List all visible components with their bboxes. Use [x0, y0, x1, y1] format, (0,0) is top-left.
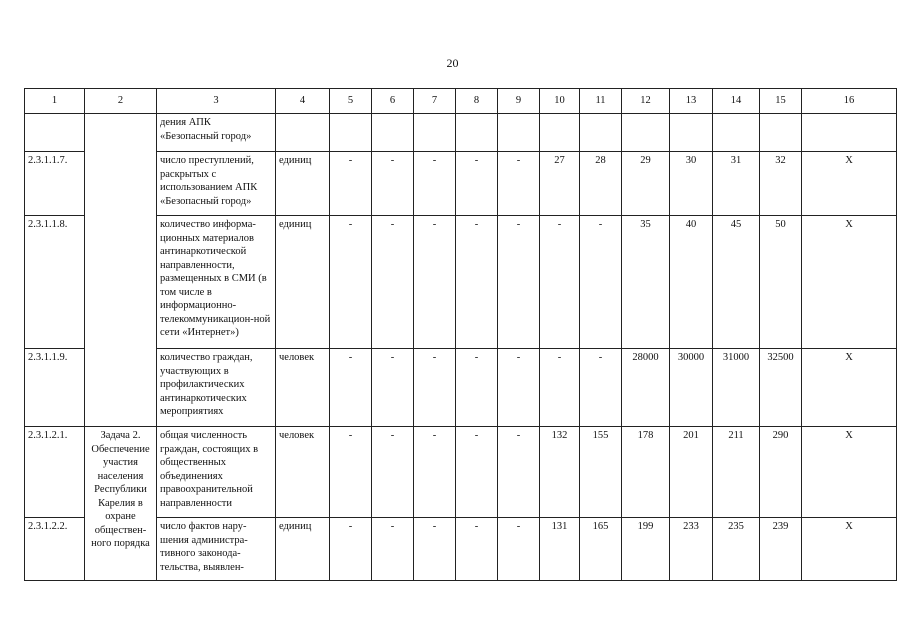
col16-cell: Х: [802, 518, 897, 581]
value-cell: -: [456, 349, 498, 427]
value-cell: -: [456, 427, 498, 518]
indicator-name: число фактов нару-шения администра-тивного законода-тельства, выявлен-: [157, 518, 276, 581]
indicator-code: [25, 114, 85, 152]
indicator-name: дения АПК «Безопасный город»: [157, 114, 276, 152]
value-cell: [414, 114, 456, 152]
value-cell: [372, 114, 414, 152]
header-row: [25, 89, 897, 114]
value-cell: 211: [713, 427, 760, 518]
value-cell: 50: [760, 216, 802, 349]
header-cell: 5: [330, 89, 372, 114]
value-cell: 290: [760, 427, 802, 518]
header-cell: 11: [580, 89, 622, 114]
indicator-code: 2.3.1.1.8.: [25, 216, 85, 349]
indicator-unit: единиц: [276, 152, 330, 216]
header-cell: 6: [372, 89, 414, 114]
value-cell: 165: [580, 518, 622, 581]
header-cell: 3: [157, 89, 276, 114]
value-cell: [540, 114, 580, 152]
value-cell: 201: [670, 427, 713, 518]
indicator-unit: [276, 114, 330, 152]
indicator-code: 2.3.1.2.1.: [25, 427, 85, 518]
value-cell: -: [498, 216, 540, 349]
col16-cell: Х: [802, 349, 897, 427]
value-cell: 40: [670, 216, 713, 349]
value-cell: -: [414, 349, 456, 427]
value-cell: [622, 114, 670, 152]
value-cell: -: [540, 349, 580, 427]
header-cell: 1: [25, 89, 85, 114]
header-cell: 13: [670, 89, 713, 114]
value-cell: -: [580, 349, 622, 427]
value-cell: -: [498, 349, 540, 427]
header-cell: 12: [622, 89, 670, 114]
value-cell: 239: [760, 518, 802, 581]
value-cell: -: [372, 518, 414, 581]
table-row: [25, 427, 897, 518]
value-cell: -: [372, 427, 414, 518]
task-2-cell: Задача 2. Обеспечение участия населения Республики Карелия в охране обществен-ного порядка: [85, 427, 157, 581]
value-cell: -: [414, 427, 456, 518]
task-cell-empty: [85, 114, 157, 427]
header-cell: 7: [414, 89, 456, 114]
value-cell: [580, 114, 622, 152]
value-cell: 28: [580, 152, 622, 216]
indicator-name: количество информа-ционных материалов антинаркотической направленности, размещенных в СМИ (в том числе в информационно-телекоммуникацион-ной сети «Интернет»): [157, 216, 276, 349]
value-cell: [760, 114, 802, 152]
value-cell: 30: [670, 152, 713, 216]
indicator-code: 2.3.1.1.9.: [25, 349, 85, 427]
header-cell: 9: [498, 89, 540, 114]
value-cell: -: [372, 349, 414, 427]
indicators-table: [24, 88, 897, 581]
value-cell: -: [372, 216, 414, 349]
value-cell: 132: [540, 427, 580, 518]
value-cell: 31000: [713, 349, 760, 427]
header-cell: 10: [540, 89, 580, 114]
value-cell: 32: [760, 152, 802, 216]
indicator-name: общая численность граждан, состоящих в общественных объединениях правоохранительной направленности: [157, 427, 276, 518]
page-number: 20: [446, 56, 459, 70]
value-cell: 32500: [760, 349, 802, 427]
col16-cell: [802, 114, 897, 152]
value-cell: 27: [540, 152, 580, 216]
value-cell: 45: [713, 216, 760, 349]
value-cell: -: [330, 427, 372, 518]
col16-cell: Х: [802, 427, 897, 518]
header-cell: 14: [713, 89, 760, 114]
value-cell: -: [580, 216, 622, 349]
value-cell: -: [540, 216, 580, 349]
value-cell: -: [498, 152, 540, 216]
indicator-unit: человек: [276, 427, 330, 518]
value-cell: 155: [580, 427, 622, 518]
value-cell: [330, 114, 372, 152]
table-row: [25, 114, 897, 152]
indicator-code: 2.3.1.2.2.: [25, 518, 85, 581]
header-cell: 2: [85, 89, 157, 114]
value-cell: 233: [670, 518, 713, 581]
col16-cell: Х: [802, 152, 897, 216]
value-cell: 28000: [622, 349, 670, 427]
indicator-unit: единиц: [276, 518, 330, 581]
value-cell: -: [372, 152, 414, 216]
value-cell: 35: [622, 216, 670, 349]
header-cell: 8: [456, 89, 498, 114]
value-cell: 178: [622, 427, 670, 518]
value-cell: -: [498, 427, 540, 518]
value-cell: -: [414, 518, 456, 581]
value-cell: 31: [713, 152, 760, 216]
indicator-name: количество граждан, участвующих в профилактических антинаркотических мероприятиях: [157, 349, 276, 427]
indicator-unit: единиц: [276, 216, 330, 349]
value-cell: -: [330, 518, 372, 581]
indicator-name: число преступлений, раскрытых с использованием АПК «Безопасный город»: [157, 152, 276, 216]
value-cell: 29: [622, 152, 670, 216]
value-cell: -: [414, 152, 456, 216]
value-cell: -: [330, 216, 372, 349]
indicator-unit: человек: [276, 349, 330, 427]
value-cell: 199: [622, 518, 670, 581]
value-cell: -: [456, 518, 498, 581]
value-cell: 235: [713, 518, 760, 581]
indicator-code: 2.3.1.1.7.: [25, 152, 85, 216]
value-cell: -: [498, 518, 540, 581]
value-cell: [456, 114, 498, 152]
value-cell: -: [456, 152, 498, 216]
header-cell: 15: [760, 89, 802, 114]
value-cell: 30000: [670, 349, 713, 427]
value-cell: [670, 114, 713, 152]
value-cell: -: [456, 216, 498, 349]
value-cell: [498, 114, 540, 152]
header-cell: 16: [802, 89, 897, 114]
value-cell: 131: [540, 518, 580, 581]
header-cell: 4: [276, 89, 330, 114]
value-cell: -: [330, 349, 372, 427]
value-cell: -: [414, 216, 456, 349]
value-cell: [713, 114, 760, 152]
col16-cell: Х: [802, 216, 897, 349]
value-cell: -: [330, 152, 372, 216]
